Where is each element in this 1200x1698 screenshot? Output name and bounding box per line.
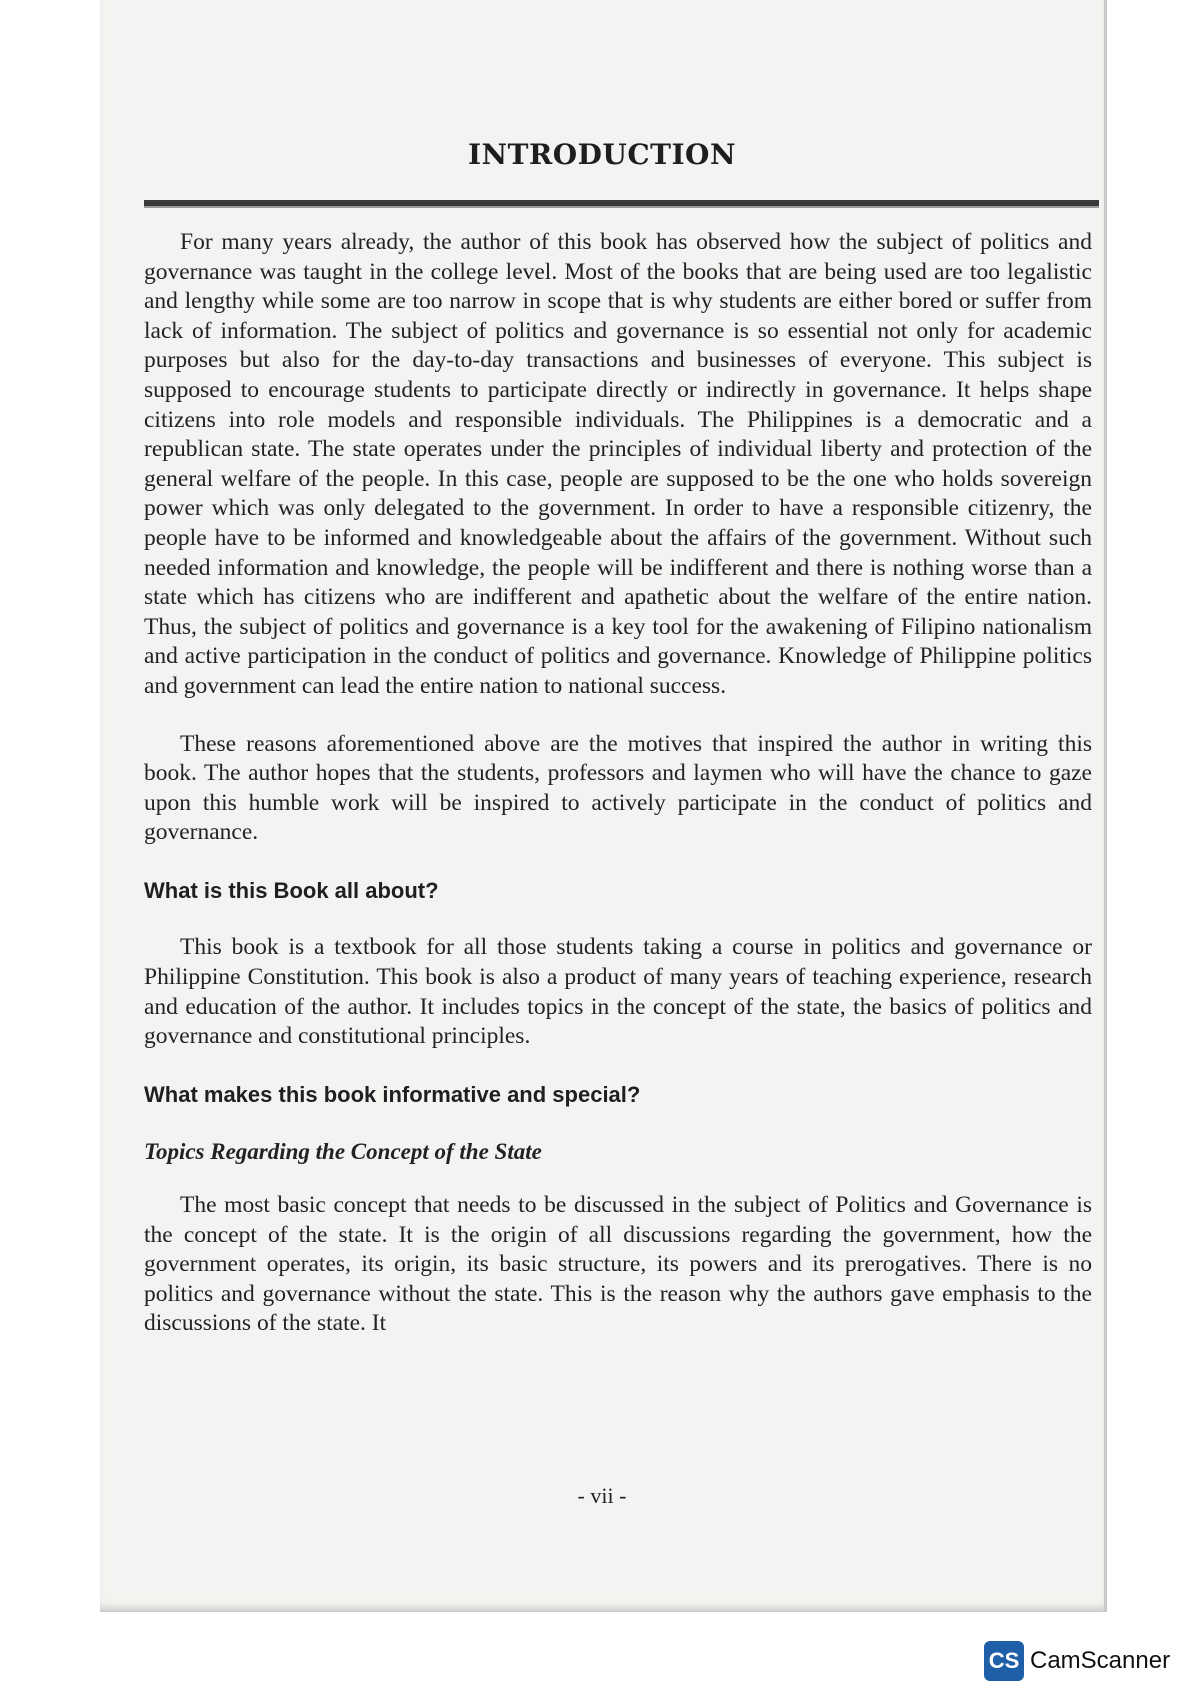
paragraph-2: These reasons aforementioned above are the motives that inspired the author in writing this book. The author hopes that the students, professors and laymen who will have the chance to gaze upon this humble work will be inspired to actively participate in the conduct of politics and governance. [144, 730, 1092, 846]
body-text [144, 228, 1092, 1367]
paragraph-4: The most basic concept that needs to be discussed in the subject of Politics and Governance is the concept of the state. It is the origin of all discussions regarding the government, how the government operates, its origin, its basic structure, its powers and its prerogatives. There is no politics and governance without the state. This is the reason why the authors gave emphasis to the discussions of the state. It [144, 1192, 1092, 1337]
section-heading-book-about: What is this Book all about? [144, 877, 439, 903]
camscanner-label: CamScanner [1030, 1647, 1171, 1674]
scanned-page [100, 0, 1107, 1612]
paragraph-1: For many years already, the author of this book has observed how the subject of politics and governance was taught in the college level. Most of the books that are being used are too legalistic and lengthy while some are too narrow in scope that is why students are either bored or suffer from lack of information. The subject of politics and governance is so essential not only for academic purposes but also for the day-to-day transactions and businesses of everyone. This subject is supposed to encourage students to participate directly or indirectly in governance. It helps shape citizens into role models and responsible individuals. The Philippines is a democratic and a republican state. The state operates under the principles of individual liberty and protection of the general welfare of the people. In this case, people are supposed to be the one who holds sovereign power which was only delegated to the government. In order to have a responsible citizenry, the people have to be informed and knowledgeable about the affairs of the government. Without such needed information and knowledge, the people will be indifferent and there is nothing worse than a state which has citizens who are indifferent and apathetic about the welfare of the entire nation. Thus, the subject of politics and governance is a key tool for the awakening of Filipino nationalism and active participation in the conduct of politics and governance. Knowledge of Philippine politics and government can lead the entire nation to national success. [144, 229, 1092, 699]
subsection-heading-concept-of-state: Topics Regarding the Concept of the State [144, 1139, 542, 1165]
camscanner-logo-icon: CS [984, 1641, 1024, 1681]
paragraph-3: This book is a textbook for all those students taking a course in politics and governance or Philippine Constitution. This book is also a product of many years of teaching experience, research and education of the author. It includes topics in the concept of the state, the basics of politics and governance and constitutional principles. [144, 934, 1092, 1050]
camscanner-watermark [984, 1640, 1170, 1682]
page-title: INTRODUCTION [467, 138, 737, 171]
section-heading-informative: What makes this book informative and special? [144, 1081, 641, 1107]
page-number: - vii - [577, 1483, 627, 1508]
title-divider [144, 200, 1099, 208]
